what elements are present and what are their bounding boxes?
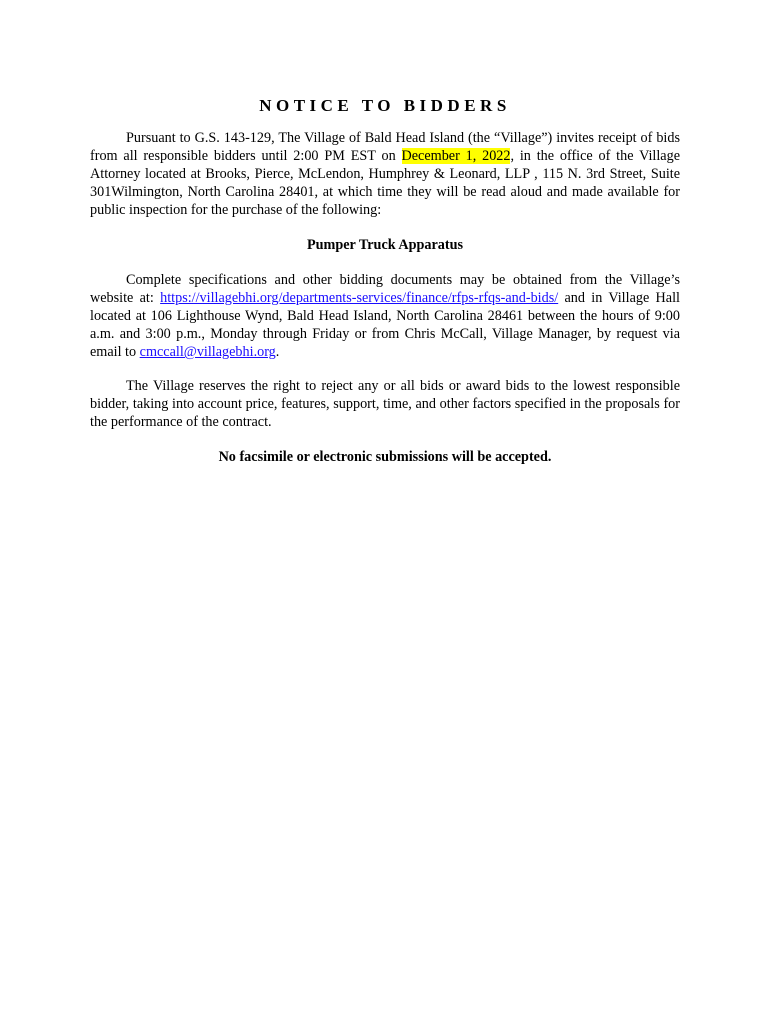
notice-title: NOTICE TO BIDDERS bbox=[259, 96, 511, 115]
bids-page-link[interactable]: https://villagebhi.org/departments-services/finance/rfps-rfqs-and-bids/ bbox=[160, 290, 559, 306]
documents-paragraph bbox=[90, 271, 680, 361]
item-heading: Pumper Truck Apparatus bbox=[306, 237, 464, 253]
reservation-paragraph: The Village reserves the right to reject any or all bids or award bids to the lowest responsible bidder, taking into account price, features, support, time, and other factors specified in the proposals for the performance of the contract. bbox=[90, 378, 680, 430]
email-link[interactable]: cmccall@villagebhi.org bbox=[139, 344, 276, 360]
documents-text-middle: and in Village Hall located at 106 Lighthouse Wynd, Bald Head Island, North Carolina 28461 between the hours of 9:00 a.m. and 3:00 p.m., Monday through Friday or from Chris McCall, Village Manager, by request via email to bbox=[90, 290, 680, 360]
documents-text-start: Complete specifications and other bidding documents may be obtained from the Village’s website at: bbox=[90, 272, 680, 306]
closing-statement: No facsimile or electronic submissions will be accepted. bbox=[218, 449, 552, 465]
intro-text-start: Pursuant to G.S. 143-129, The Village of Bald Head Island (the “Village”) invites receipt of bids from all responsible bidders until 2:00 PM EST on bbox=[90, 130, 680, 164]
intro-text-end: , in the office of the Village Attorney located at Brooks, Pierce, McLendon, Humphrey & Leonard, LLP , 115 N. 3rd Street, Suite 301Wilmington, North Carolina 28401, at which time they will be read aloud and made available for public inspection for the purchase of the following: bbox=[90, 148, 680, 218]
intro-paragraph bbox=[90, 129, 680, 219]
documents-text-end: . bbox=[275, 344, 280, 360]
deadline-date: December 1, 2022 bbox=[401, 148, 511, 164]
document-page bbox=[90, 0, 680, 466]
